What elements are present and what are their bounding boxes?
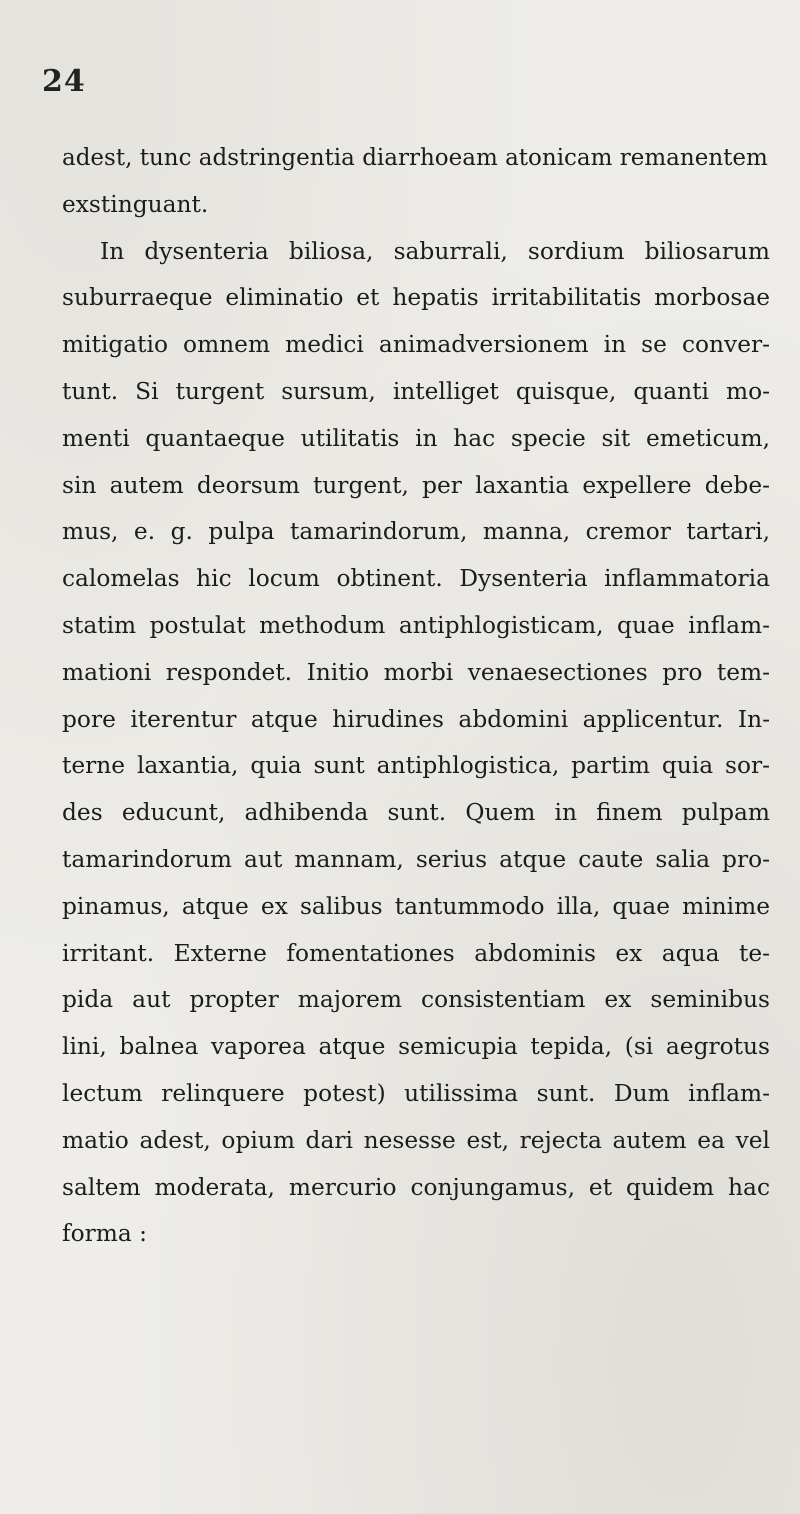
text-line: mus, e. g. pulpa tamarindorum, manna, cremor tartari, bbox=[62, 518, 770, 546]
text-line: lectum relinquere potest) utilissima sunt. Dum inflam- bbox=[62, 1079, 770, 1107]
text-line: pinamus, atque ex salibus tantummodo illa, quae minime bbox=[62, 892, 770, 920]
text-line: pida aut propter majorem consistentiam ex seminibus bbox=[62, 986, 770, 1014]
text-line: tunt. Si turgent sursum, intelliget quisque, quanti mo- bbox=[62, 377, 770, 405]
text-line: lini, balnea vaporea atque semicupia tepida, (si aegrotus bbox=[62, 1033, 770, 1061]
text-line: saltem moderata, mercurio conjungamus, et quidem hac bbox=[62, 1173, 770, 1201]
page-number: 24 bbox=[42, 64, 86, 99]
text-line: mitigatio omnem medici animadversionem in se conver- bbox=[62, 331, 770, 359]
text-line: In dysenteria biliosa, saburrali, sordium biliosarum bbox=[100, 237, 770, 265]
text-line: terne laxantia, quia sunt antiphlogistica, partim quia sor- bbox=[62, 752, 770, 780]
text-line: menti quantaeque utilitatis in hac specie sit emeticum, bbox=[62, 424, 770, 452]
body-text bbox=[62, 135, 770, 1258]
text-line: adest, tunc adstringentia diarrhoeam atonicam remanentem bbox=[62, 145, 768, 171]
text-line: pore iterentur atque hirudines abdomini applicentur. In- bbox=[62, 705, 770, 733]
text-line: tamarindorum aut mannam, serius atque caute salia pro- bbox=[62, 845, 770, 873]
text-line: sin autem deorsum turgent, per laxantia expellere debe- bbox=[62, 471, 770, 499]
text-line: exstinguant. bbox=[62, 190, 209, 218]
text-line: mationi respondet. Initio morbi venaesectiones pro tem- bbox=[62, 658, 770, 686]
text-line: des educunt, adhibenda sunt. Quem in finem pulpam bbox=[62, 799, 770, 827]
text-line: suburraeque eliminatio et hepatis irritabilitatis morbosae bbox=[62, 284, 770, 312]
text-line: irritant. Externe fomentationes abdominis ex aqua te- bbox=[62, 939, 770, 967]
text-line: calomelas hic locum obtinent. Dysenteria inflammatoria bbox=[62, 565, 770, 593]
text-line: forma : bbox=[62, 1220, 148, 1248]
text-line: matio adest, opium dari nesesse est, rejecta autem ea vel bbox=[62, 1126, 770, 1154]
text-line: statim postulat methodum antiphlogisticam, quae inflam- bbox=[62, 611, 770, 639]
